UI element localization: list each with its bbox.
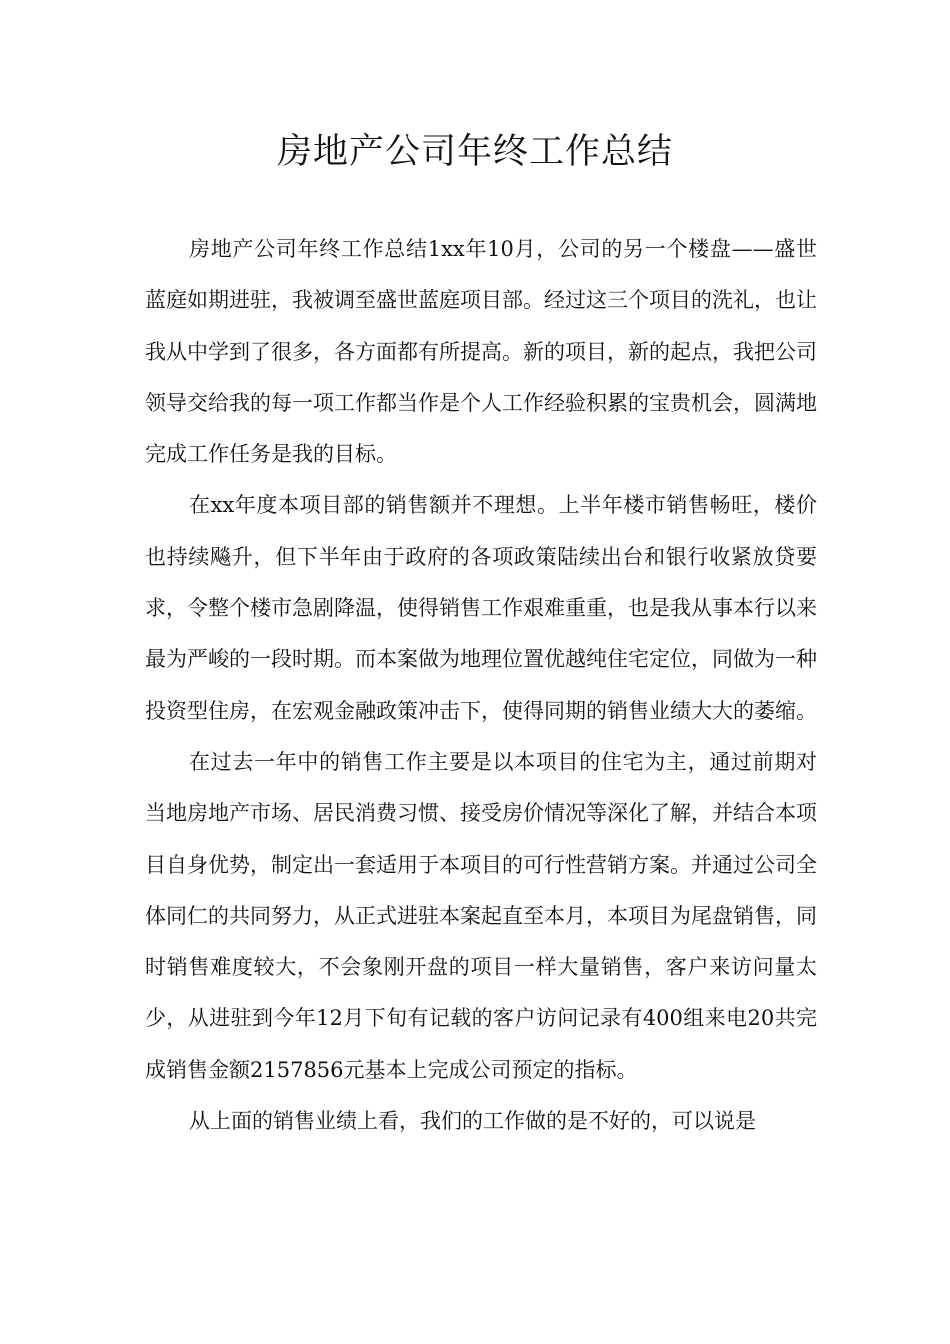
document-body: [145, 224, 817, 1147]
paragraph-1: 房地产公司年终工作总结1xx年10月，公司的另一个楼盘——盛世蓝庭如期进驻，我被调至盛世蓝庭项目部。经过这三个项目的洗礼，也让我从中学到了很多，各方面都有所提高。新的项目，新的起点，我把公司领导交给我的每一项工作都当作是个人工作经验积累的宝贵机会，圆满地完成工作任务是我的目标。: [145, 237, 817, 467]
paragraph-3: 在过去一年中的销售工作主要是以本项目的住宅为主，通过前期对当地房地产市场、居民消费习惯、接受房价情况等深化了解，并结合本项目自身优势，制定出一套适用于本项目的可行性营销方案。并通过公司全体同仁的共同努力，从正式进驻本案起直至本月，本项目为尾盘销售，同时销售难度较大，不会象刚开盘的项目一样大量销售，客户来访问量太少，从进驻到今年12月下旬有记载的客户访问记录有400组来电20共完成销售金额2157856元基本上完成公司预定的指标。: [145, 749, 817, 1082]
paragraph-2: 在xx年度本项目部的销售额并不理想。上半年楼市销售畅旺，楼价也持续飚升，但下半年由于政府的各项政策陆续出台和银行收紧放贷要求，令整个楼市急剧降温，使得销售工作艰难重重，也是我从事本行以来最为严峻的一段时期。而本案做为地理位置优越纯住宅定位，同做为一种投资型住房，在宏观金融政策冲击下，使得同期的销售业绩大大的萎缩。: [145, 493, 817, 723]
document-title: 房地产公司年终工作总结: [276, 132, 673, 172]
paragraph-4: 从上面的销售业绩上看，我们的工作做的是不好的，可以说是: [189, 1109, 756, 1134]
